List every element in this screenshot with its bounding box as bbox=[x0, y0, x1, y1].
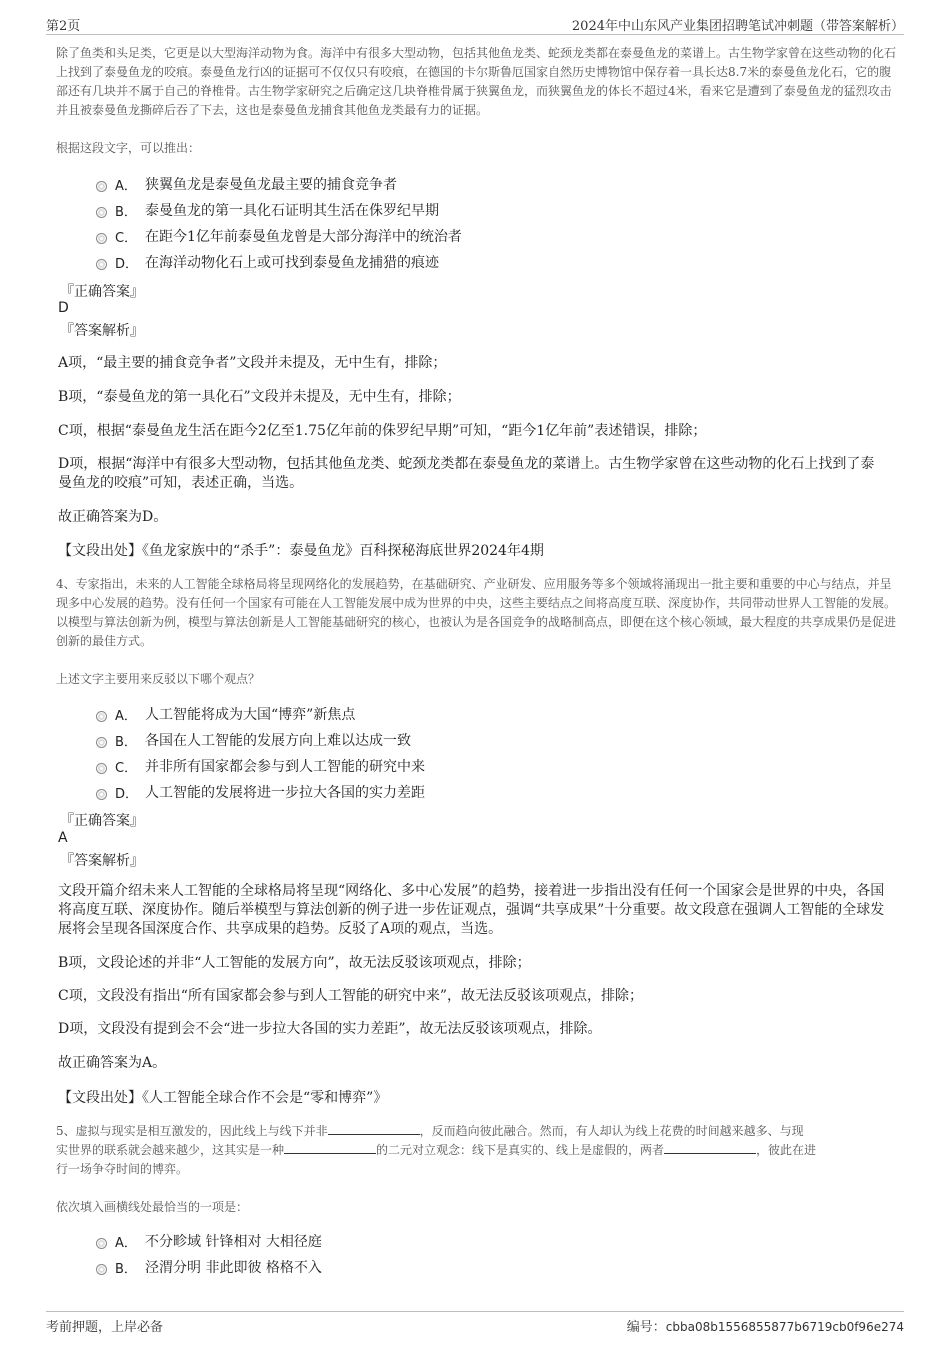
q5-question: 依次填入画横线处最恰当的一项是： bbox=[56, 1200, 249, 1214]
q4-conclusion: 故正确答案为A。 bbox=[58, 1055, 167, 1071]
q4-passage: 4、专家指出，未来的人工智能全球格局将呈现网络化的发展趋势，在基础研究、产业研发、应用服务等多个领域将涌现出一批主要和重要的中心与结点，并呈现多中心发展的趋势。没有任何一个国家有可能在人工智能发展中成为世界的中央，这些主要结点之间将高度互联、深度协作，共同带动世界人工智能的发展。以模型与算法创新为例，模型与算法创新是人工智能基础研究的核心，也被认为是各国竞争的战略制高点，即便在这个核心领域，最大程度的共享成果仍是促进创新的最佳方式。 bbox=[56, 577, 897, 648]
radio-icon[interactable] bbox=[96, 711, 107, 722]
radio-icon[interactable] bbox=[96, 207, 107, 218]
radio-icon[interactable] bbox=[96, 763, 107, 774]
q3-analysis-d: D项，根据“海洋中有很多大型动物，包括其他鱼龙类、蛇颈龙类都在泰曼鱼龙的菜谱上。古生物学家曾在这些动物的化石上找到了泰曼鱼龙的咬痕”可知，表述正确，当选。 bbox=[58, 456, 875, 491]
page-number: 第2页 bbox=[46, 19, 81, 34]
footer-slogan: 考前押题，上岸必备 bbox=[46, 1320, 164, 1335]
q4-source: 【文段出处】《人工智能全球合作不会是“零和博弈”》 bbox=[58, 1090, 388, 1106]
q5-passage: 5、虚拟与现实是相互激发的，因此线上与线下并非 ，反而趋向彼此融合。然而，有人却认为线上花费的时间越来越多、与现 实世界的联系就会越来越少，这其实是一种 的二元对立观念：线下是真实的、线上是虚假的，两者 ，彼此在进 行一场争夺时间的博弈。 bbox=[56, 1124, 817, 1176]
fill-blank[interactable] bbox=[328, 1122, 420, 1135]
q4-analysis-d: D项，文段没有提到会不会“进一步拉大各国的实力差距”，故无法反驳该项观点，排除。 bbox=[58, 1021, 602, 1037]
q3-analysis-b: B项，“泰曼鱼龙的第一具化石”文段并未提及，无中生有，排除； bbox=[58, 389, 461, 405]
q3-passage: 除了鱼类和头足类，它更是以大型海洋动物为食。海洋中有很多大型动物，包括其他鱼龙类、蛇颈龙类都在泰曼鱼龙的菜谱上。古生物学家曾在这些动物的化石上找到了泰曼鱼龙的咬痕。泰曼鱼龙行凶的证据可不仅仅只有咬痕，在德国的卡尔斯鲁厄国家自然历史博物馆中保存着一具长达8.7米的泰曼鱼龙化石，它的腹部还有几块并不属于自己的脊椎骨。古生物学家研究之后确定这几块脊椎骨属于狭翼鱼龙，而狭翼鱼龙的体长不超过4米，看来它是遭到了泰曼鱼龙的猛烈攻击并且被泰曼鱼龙撕碎后吞了下去，这也是泰曼鱼龙捕食其他鱼龙类最有力的证据。 bbox=[56, 46, 897, 117]
page-header bbox=[46, 12, 904, 35]
radio-icon[interactable] bbox=[96, 1238, 107, 1249]
q4-question: 上述文字主要用来反驳以下哪个观点？ bbox=[56, 672, 261, 686]
q4-answer: A bbox=[58, 830, 68, 846]
q4-analysis-c: C项，文段没有指出“所有国家都会参与到人工智能的研究中来”，故无法反驳该项观点，排除； bbox=[58, 988, 644, 1004]
q3-answer: D bbox=[58, 300, 69, 316]
q4-analysis-label: 『答案解析』 bbox=[60, 853, 144, 869]
radio-icon[interactable] bbox=[96, 737, 107, 748]
fill-blank[interactable] bbox=[664, 1141, 756, 1154]
q3-analysis-label: 『答案解析』 bbox=[60, 323, 144, 339]
radio-icon[interactable] bbox=[96, 1264, 107, 1275]
radio-icon[interactable] bbox=[96, 181, 107, 192]
q3-source: 【文段出处】《鱼龙家族中的“杀手”：泰曼鱼龙》百科探秘海底世界2024年4期 bbox=[58, 543, 544, 559]
radio-icon[interactable] bbox=[96, 233, 107, 244]
q3-answer-label: 『正确答案』 bbox=[60, 284, 144, 300]
page-footer bbox=[46, 1311, 904, 1336]
radio-icon[interactable] bbox=[96, 789, 107, 800]
fill-blank[interactable] bbox=[284, 1141, 376, 1154]
q4-answer-label: 『正确答案』 bbox=[60, 813, 144, 829]
q3-question: 根据这段文字，可以推出： bbox=[56, 141, 201, 155]
q3-conclusion: 故正确答案为D。 bbox=[58, 509, 168, 525]
radio-icon[interactable] bbox=[96, 259, 107, 270]
q3-analysis-c: C项，根据“泰曼鱼龙生活在距今2亿至1.75亿年前的侏罗纪早期”可知，“距今1亿年前”表述错误，排除； bbox=[58, 423, 707, 439]
q3-analysis-a: A项，“最主要的捕食竞争者”文段并未提及，无中生有，排除； bbox=[58, 355, 447, 371]
q4-analysis-main: 文段开篇介绍未来人工智能的全球格局将呈现“网络化、多中心发展”的趋势，接着进一步指出没有任何一个国家会是世界的中央，各国将高度互联、深度协作。随后举模型与算法创新的例子进一步佐证观点，强调“共享成果”十分重要。故文段意在强调人工智能的全球发展将会呈现各国深度合作、共享成果的趋势。反驳了A项的观点，当选。 bbox=[58, 883, 885, 937]
q4-analysis-b: B项，文段论述的并非“人工智能的发展方向”，故无法反驳该项观点，排除； bbox=[58, 955, 531, 971]
document-code: 编号：cbba08b1556855877b6719cb0f96e274 bbox=[626, 1320, 904, 1335]
document-title: 2024年中山东风产业集团招聘笔试冲刺题（带答案解析） bbox=[571, 19, 904, 34]
